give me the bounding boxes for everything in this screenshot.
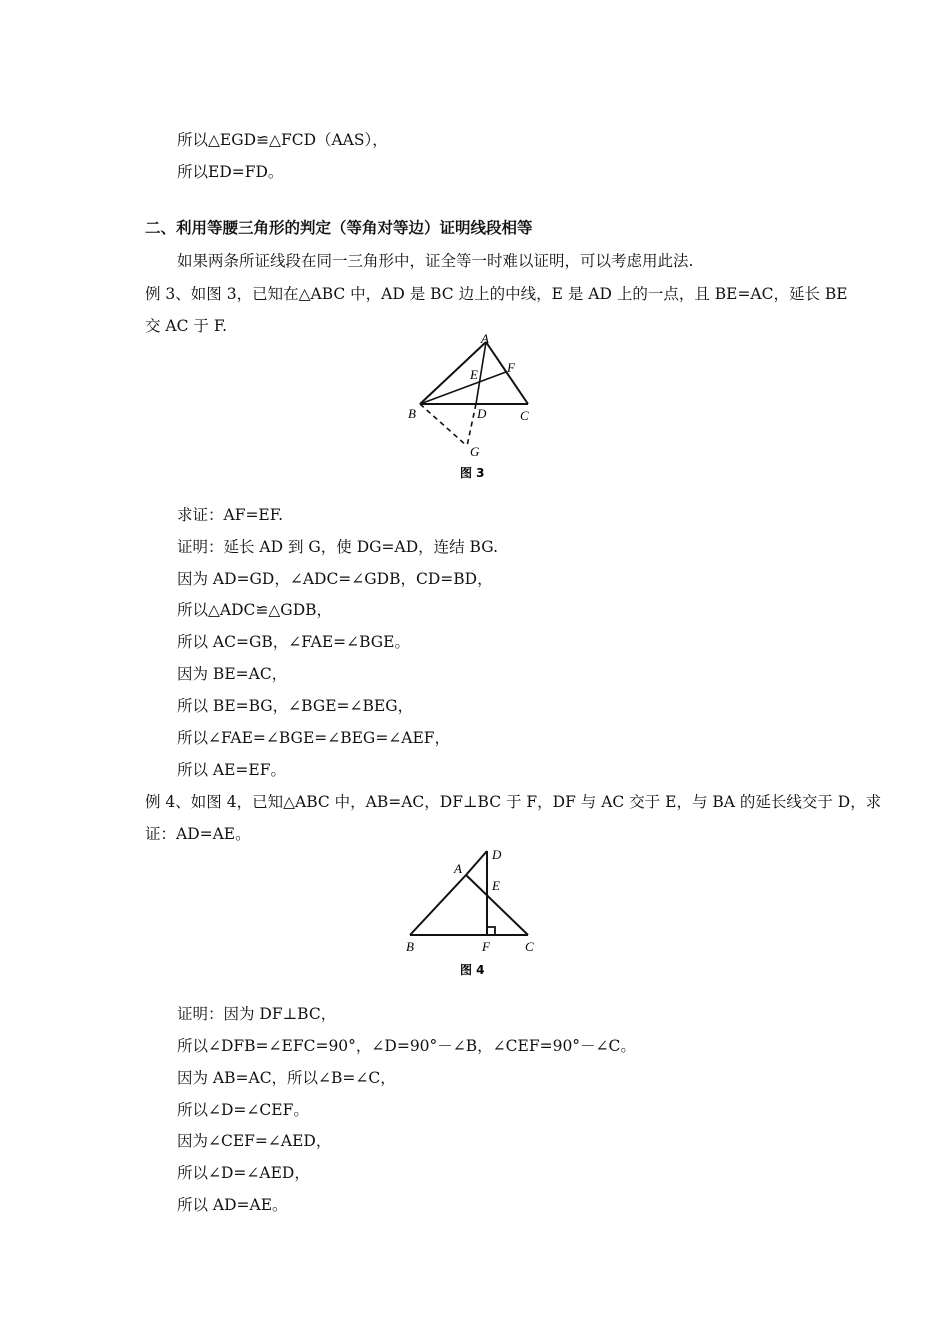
- proof-line: 所以 BE=BG，∠BGE=∠BEG，: [177, 697, 414, 715]
- proof-line: 因为 AB=AC，所以∠B=∠C，: [177, 1069, 396, 1087]
- label-g: G: [470, 444, 480, 459]
- proof-line: 所以ED=FD。: [177, 163, 284, 181]
- proof-line: 求证：AF=EF.: [177, 506, 284, 524]
- right-angle-mark: [487, 927, 495, 935]
- intro-paragraph: 如果两条所证线段在同一三角形中，证全等一时难以证明，可以考虑用此法.: [177, 252, 694, 270]
- proof-line: 所以 AD=AE。: [177, 1196, 288, 1214]
- label-f: F: [507, 360, 515, 375]
- proof-line: 所以∠D=∠AED，: [177, 1164, 310, 1182]
- label-e: E: [492, 878, 500, 893]
- label-b: B: [406, 939, 414, 954]
- proof-line: 所以∠FAE=∠BGE=∠BEG=∠AEF，: [177, 729, 451, 747]
- label-d: D: [492, 847, 502, 862]
- proof-line: 所以△ADC≌△GDB，: [177, 601, 333, 619]
- label-b: B: [408, 406, 416, 421]
- label-a: A: [454, 861, 462, 876]
- proof-line: 证明：因为 DF⊥BC，: [177, 1005, 337, 1023]
- proof-line: 所以 AE=EF。: [177, 761, 286, 779]
- proof-line: 证明：延长 AD 到 G，使 DG=AD，连结 BG.: [177, 538, 498, 556]
- figure-3: [400, 332, 550, 487]
- proof-line: 所以△EGD≌△FCD（AAS），: [177, 131, 388, 149]
- proof-line: 所以∠DFB=∠EFC=90°，∠D=90°－∠B，∠CEF=90°－∠C。: [177, 1037, 636, 1055]
- proof-line: 因为∠CEF=∠AED，: [177, 1132, 332, 1150]
- segment-bf: [420, 372, 506, 404]
- label-c: C: [520, 408, 529, 423]
- example4-statement: 例 4、如图 4，已知△ABC 中，AB=AC，DF⊥BC 于 F，DF 与 AC 交于 E，与 BA 的延长线交于 D，求: [145, 793, 882, 811]
- figure-4-caption: 图 4: [460, 963, 485, 977]
- proof-line: 所以∠D=∠CEF。: [177, 1101, 309, 1119]
- example3-statement-cont: 交 AC 于 F.: [145, 317, 228, 335]
- figure-3-caption: 图 3: [460, 466, 485, 480]
- label-f: F: [482, 939, 490, 954]
- segment-ab: [410, 875, 466, 935]
- proof-line: 因为 BE=AC，: [177, 665, 288, 683]
- dashed-dg: [467, 404, 476, 446]
- label-e: E: [470, 367, 478, 382]
- figure-4-diagram: [398, 843, 548, 983]
- label-a: A: [481, 332, 489, 346]
- label-c: C: [525, 939, 534, 954]
- section-heading: 二、利用等腰三角形的判定（等角对等边）证明线段相等: [145, 219, 533, 237]
- figure-3-diagram: [400, 332, 550, 487]
- example4-statement-cont: 证：AD=AE。: [145, 825, 251, 843]
- label-d: D: [477, 406, 487, 421]
- example3-statement: 例 3、如图 3，已知在△ABC 中，AD 是 BC 边上的中线，E 是 AD 上的一点，且 BE=AC，延长 BE: [145, 285, 848, 303]
- dashed-bg: [420, 404, 467, 446]
- extension-ad: [466, 851, 487, 875]
- figure-4: [398, 843, 548, 983]
- proof-line: 因为 AD=GD，∠ADC=∠GDB，CD=BD，: [177, 570, 493, 588]
- proof-line: 所以 AC=GB，∠FAE=∠BGE。: [177, 633, 410, 651]
